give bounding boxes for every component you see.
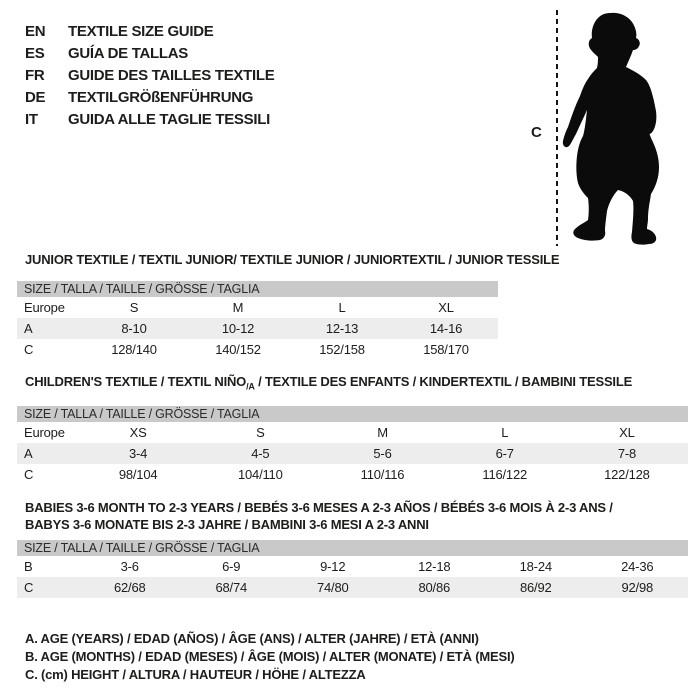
children-size-table (17, 406, 688, 485)
size-value-cell: S (256, 425, 265, 440)
legend-line-age-years: A. AGE (YEARS) / EDAD (AÑOS) / ÂGE (ANS) / ALTER (JAHRE) / ETÀ (ANNI) (25, 631, 479, 646)
table-row (17, 556, 688, 577)
size-value-cell: 92/98 (621, 580, 654, 595)
size-value-cell: 62/68 (113, 580, 146, 595)
table-row (17, 443, 688, 464)
children-title-pre: CHILDREN'S TEXTILE / TEXTIL NIÑO (25, 374, 247, 389)
size-value-cell: M (232, 300, 244, 315)
children-title-sub: /A (246, 381, 255, 392)
size-value-cell: 4-5 (251, 446, 270, 461)
language-label: GUÍA DE TALLAS (68, 44, 188, 62)
language-code: ES (25, 44, 45, 62)
size-value-cell: 110/116 (360, 467, 405, 482)
row-label: A (24, 321, 33, 336)
babies-title-line2: BABYS 3-6 MONATE BIS 2-3 JAHRE / BAMBINI 3-6 MESI A 2-3 ANNI (25, 517, 429, 532)
size-value-cell: 6-9 (222, 559, 241, 574)
size-header-bar (17, 406, 688, 422)
children-table-title (25, 375, 632, 394)
size-value-cell: 9-12 (320, 559, 346, 574)
language-row (25, 20, 274, 42)
size-value-cell: 128/140 (111, 342, 157, 357)
table-row (17, 464, 688, 485)
size-value-cell: 116/122 (482, 467, 528, 482)
language-label: TEXTILGRÖßENFÜHRUNG (68, 88, 254, 106)
row-label: C (24, 580, 34, 595)
legend-line-height: C. (cm) HEIGHT / ALTURA / HAUTEUR / HÖHE / ALTEZZA (25, 667, 366, 682)
size-value-cell: 140/152 (215, 342, 261, 357)
language-label: TEXTILE SIZE GUIDE (68, 22, 214, 40)
row-label: C (24, 467, 34, 482)
size-value-cell: 6-7 (495, 446, 514, 461)
size-value-cell: S (129, 300, 139, 315)
row-label: Europe (24, 425, 65, 440)
toddler-silhouette-icon (555, 5, 685, 250)
size-value-cell: 74/80 (316, 580, 349, 595)
language-row (25, 108, 274, 130)
babies-size-table (17, 540, 688, 598)
row-label: Europe (24, 300, 65, 315)
row-label: B (24, 559, 33, 574)
babies-title-line1: BABIES 3-6 MONTH TO 2-3 YEARS / BEBÉS 3-6 MESES A 2-3 AÑOS / BÉBÉS 3-6 MOIS À 2-3 ANS / (25, 500, 613, 515)
junior-size-table (17, 281, 498, 360)
size-value-cell: XS (129, 425, 147, 440)
babies-table-title (25, 499, 613, 533)
language-code: IT (25, 110, 38, 128)
size-value-cell: 80/86 (418, 580, 451, 595)
size-value-cell: XL (619, 425, 635, 440)
size-header-text: SIZE / TALLA / TAILLE / GRÖSSE / TAGLIA (24, 541, 260, 555)
table-row (17, 339, 498, 360)
size-header-bar (17, 281, 498, 297)
language-row (25, 42, 274, 64)
size-value-cell: 152/158 (319, 342, 365, 357)
language-list (25, 20, 274, 130)
row-label: C (24, 342, 34, 357)
size-value-cell: 7-8 (617, 446, 637, 461)
size-value-cell: M (377, 425, 388, 440)
language-code: FR (25, 66, 45, 84)
legend-line-age-months: B. AGE (MONTHS) / EDAD (MESES) / ÂGE (MOIS) / ALTER (MONATE) / ETÀ (MESI) (25, 649, 515, 664)
size-value-cell: 24-36 (621, 559, 654, 574)
table-row (17, 577, 688, 598)
size-value-cell: 12-13 (325, 321, 359, 336)
language-label: GUIDE DES TAILLES TEXTILE (68, 66, 275, 84)
size-value-cell: L (338, 300, 346, 315)
language-label: GUIDA ALLE TAGLIE TESSILI (68, 110, 270, 128)
size-value-cell: XL (438, 300, 454, 315)
table-row (17, 318, 498, 339)
table-row (17, 422, 688, 443)
size-value-cell: 104/110 (237, 467, 283, 482)
size-header-text: SIZE / TALLA / TAILLE / GRÖSSE / TAGLIA (24, 282, 260, 296)
size-value-cell: 98/104 (118, 467, 158, 482)
language-code: EN (25, 22, 46, 40)
size-value-cell: 5-6 (373, 446, 392, 461)
size-value-cell: 3-4 (129, 446, 148, 461)
size-value-cell: 12-18 (418, 559, 451, 574)
size-header-text: SIZE / TALLA / TAILLE / GRÖSSE / TAGLIA (24, 407, 260, 421)
height-measure-label: C (531, 124, 542, 141)
size-value-cell: L (501, 425, 509, 440)
measurement-legend (25, 630, 515, 684)
children-title-post: / TEXTILE DES ENFANTS / KINDERTEXTIL / BAMBINI TESSILE (254, 374, 633, 389)
size-value-cell: 14-16 (429, 321, 463, 336)
language-row (25, 86, 274, 108)
size-value-cell: 158/170 (423, 342, 469, 357)
size-value-cell: 86/92 (519, 580, 552, 595)
junior-table-title: JUNIOR TEXTILE / TEXTIL JUNIOR/ TEXTILE JUNIOR / JUNIORTEXTIL / JUNIOR TESSILE (25, 252, 560, 267)
row-label: A (24, 446, 33, 461)
size-value-cell: 10-12 (221, 321, 255, 336)
language-row (25, 64, 274, 86)
size-value-cell: 122/128 (604, 467, 650, 482)
size-value-cell: 8-10 (121, 321, 147, 336)
language-code: DE (25, 88, 46, 106)
table-row (17, 297, 498, 318)
size-value-cell: 3-6 (120, 559, 139, 574)
size-header-bar (17, 540, 688, 556)
size-value-cell: 18-24 (519, 559, 552, 574)
size-value-cell: 68/74 (215, 580, 248, 595)
